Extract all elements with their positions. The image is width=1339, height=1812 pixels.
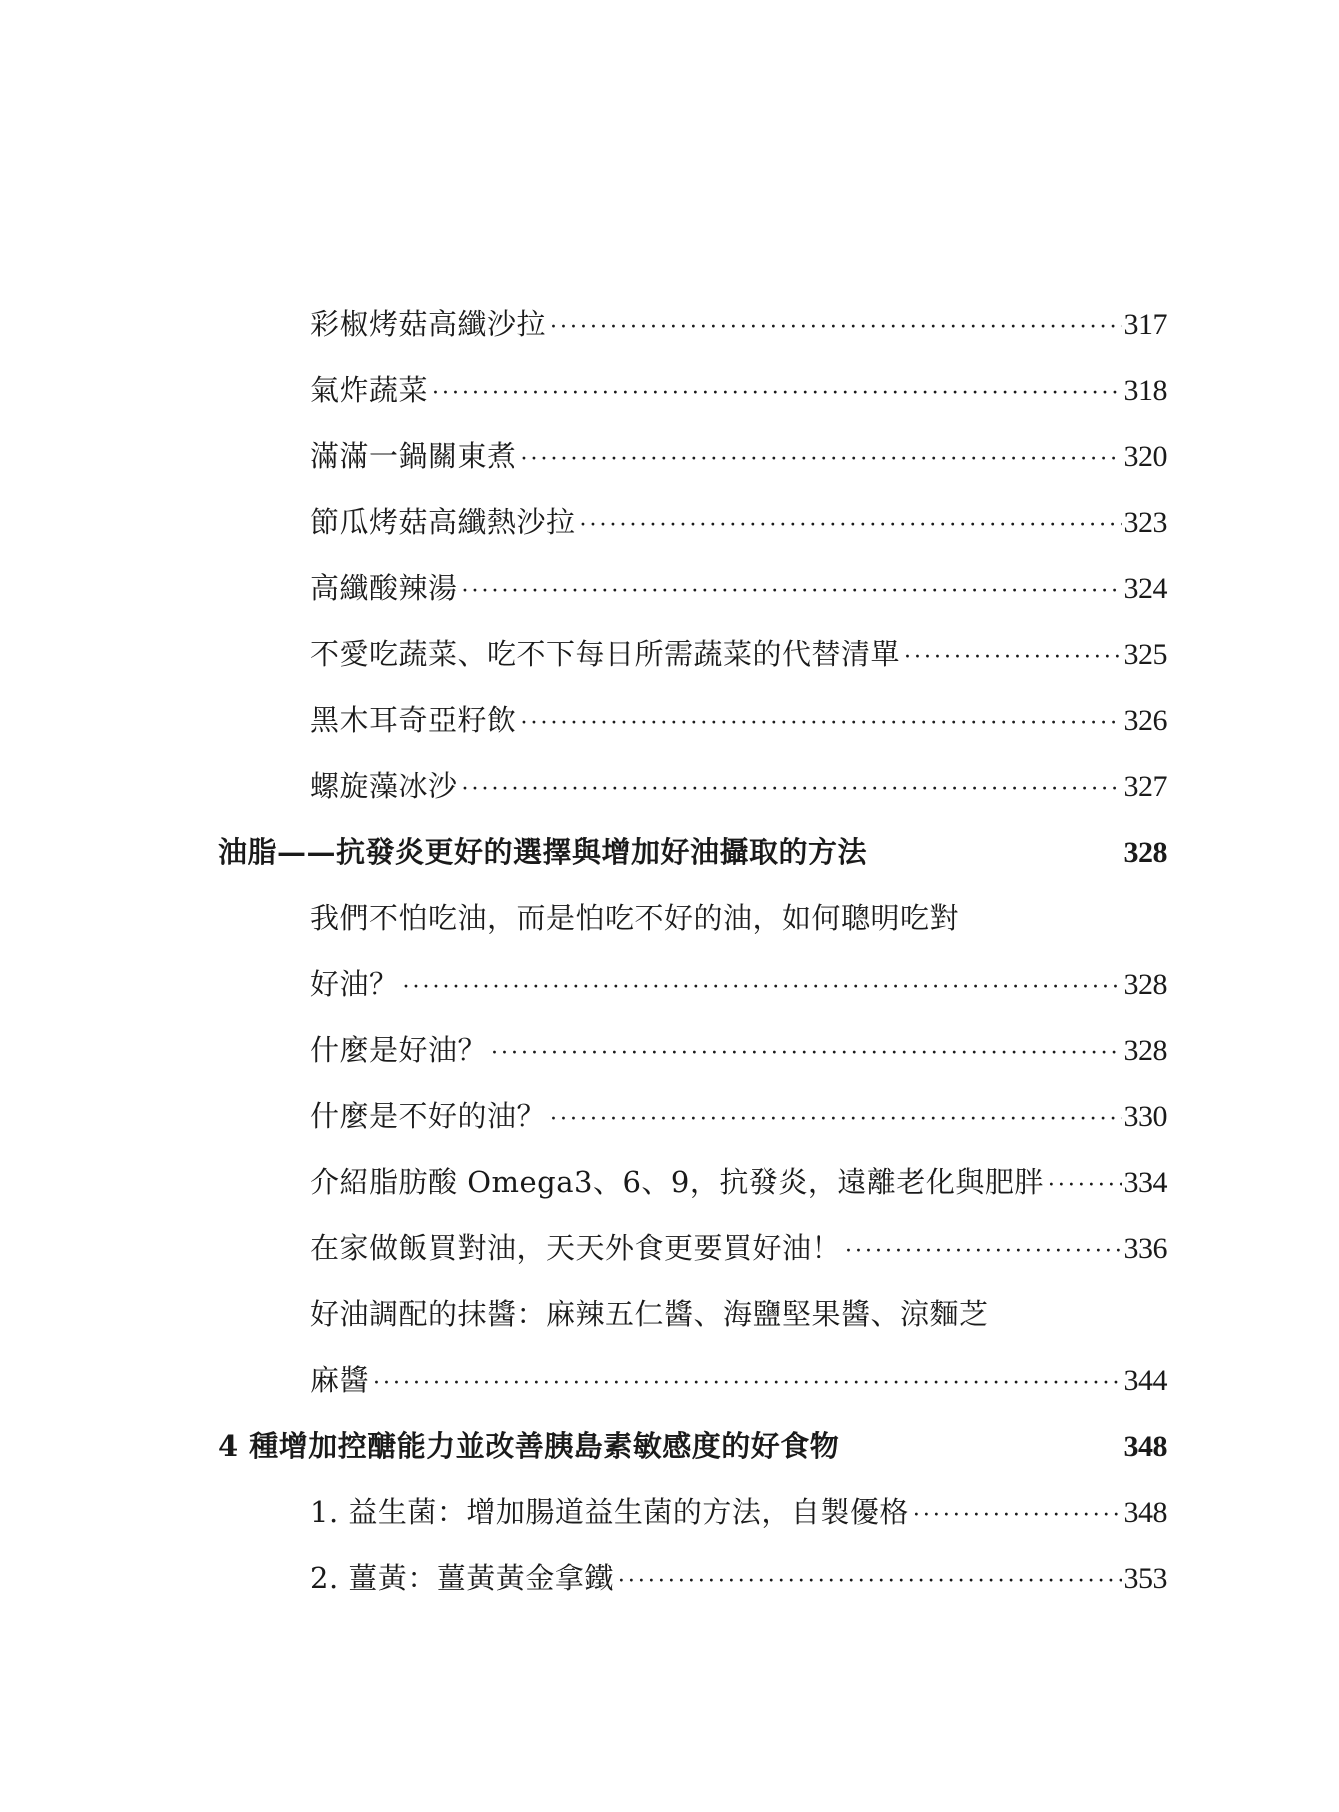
dot-leader [521, 702, 1122, 746]
toc-entry-title: 什麼是好油？ [310, 1033, 488, 1067]
toc-entry [310, 1490, 1167, 1534]
toc-entry-title: 不愛吃蔬菜、吃不下每日所需蔬菜的代替清單 [310, 637, 901, 671]
toc-entry [310, 896, 1167, 940]
toc-entry [310, 962, 1167, 1006]
toc-entry-title: 1. 益生菌：增加腸道益生菌的方法，自製優格 [310, 1495, 909, 1529]
toc-entry-title: 我們不怕吃油，而是怕吃不好的油，如何聰明吃對 [310, 901, 960, 935]
toc-page-number: 318 [1123, 374, 1167, 407]
toc-page-number: 323 [1123, 506, 1167, 539]
toc-page-number: 328 [1123, 1034, 1167, 1067]
toc-entry [310, 698, 1167, 742]
toc-entry-title: 麻醬 [310, 1363, 370, 1397]
toc-page-number: 324 [1123, 572, 1167, 605]
toc-entry-title: 好油調配的抹醬：麻辣五仁醬、海鹽堅果醬、涼麵芝 [310, 1297, 989, 1331]
dot-leader [580, 504, 1122, 548]
toc-entry-title: 高纖酸辣湯 [310, 571, 458, 605]
toc-entry [310, 632, 1167, 676]
toc-entry-title: 什麼是不好的油？ [310, 1099, 547, 1133]
toc-page-number: 348 [1123, 1430, 1167, 1463]
toc-section-title: 油脂——抗發炎更好的選擇與增加好油攝取的方法 [218, 835, 868, 869]
dot-leader [462, 768, 1122, 812]
toc-page-number: 328 [1123, 836, 1167, 869]
toc-entry [310, 1226, 1167, 1270]
dot-leader [521, 438, 1122, 482]
toc-page-number: 327 [1123, 770, 1167, 803]
toc-page-number: 328 [1123, 968, 1167, 1001]
dot-leader [462, 570, 1122, 614]
toc-page-number: 326 [1123, 704, 1167, 737]
toc-page-number: 353 [1123, 1562, 1167, 1595]
toc-entry [310, 764, 1167, 808]
toc-entry [310, 500, 1167, 544]
toc-entry [310, 434, 1167, 478]
toc-entry-title: 介紹脂肪酸 Omega3、6、9，抗發炎，遠離老化與肥胖 [310, 1165, 1044, 1199]
toc-page-number: 320 [1123, 440, 1167, 473]
toc-page-number: 348 [1123, 1496, 1167, 1529]
dot-leader [491, 1032, 1121, 1076]
dot-leader [550, 1098, 1121, 1142]
dot-leader [550, 306, 1121, 350]
toc-section-heading [218, 1424, 1167, 1468]
toc-page-number: 336 [1123, 1232, 1167, 1265]
toc-entry-title: 2. 薑黃：薑黃黃金拿鐵 [310, 1561, 614, 1595]
dot-leader [845, 1230, 1121, 1274]
toc-entry [310, 1028, 1167, 1072]
toc-entry [310, 1094, 1167, 1138]
toc-entry [310, 302, 1167, 346]
toc-entry-title: 好油？ [310, 967, 399, 1001]
dot-leader [1048, 1164, 1122, 1208]
toc-section-heading [218, 830, 1167, 874]
dot-leader [403, 966, 1122, 1010]
toc-entry [310, 1358, 1167, 1402]
dot-leader [373, 1362, 1121, 1406]
toc-page-number: 317 [1123, 308, 1167, 341]
toc-entry [310, 566, 1167, 610]
toc-entry [310, 1556, 1167, 1600]
toc-entry-title: 氣炸蔬菜 [310, 373, 429, 407]
toc-entry [310, 1160, 1167, 1204]
toc-section-title: 4 種增加控醣能力並改善胰島素敏感度的好食物 [218, 1429, 840, 1463]
toc-page-number: 344 [1123, 1364, 1167, 1397]
toc-entry [310, 368, 1167, 412]
dot-leader [913, 1494, 1122, 1538]
dot-leader [432, 372, 1121, 416]
toc-page-number: 325 [1123, 638, 1167, 671]
toc-entry-title: 黑木耳奇亞籽飲 [310, 703, 517, 737]
toc-entry [310, 1292, 1167, 1336]
dot-leader [618, 1560, 1122, 1604]
toc-entry-title: 在家做飯買對油，天天外食更要買好油！ [310, 1231, 842, 1265]
toc-entry-title: 螺旋藻冰沙 [310, 769, 458, 803]
toc-entry-title: 滿滿一鍋關東煮 [310, 439, 517, 473]
toc-entry-title: 彩椒烤菇高纖沙拉 [310, 307, 547, 341]
toc-page-number: 334 [1123, 1166, 1167, 1199]
toc-page-number: 330 [1123, 1100, 1167, 1133]
dot-leader [904, 636, 1121, 680]
toc-entry-title: 節瓜烤菇高纖熱沙拉 [310, 505, 576, 539]
